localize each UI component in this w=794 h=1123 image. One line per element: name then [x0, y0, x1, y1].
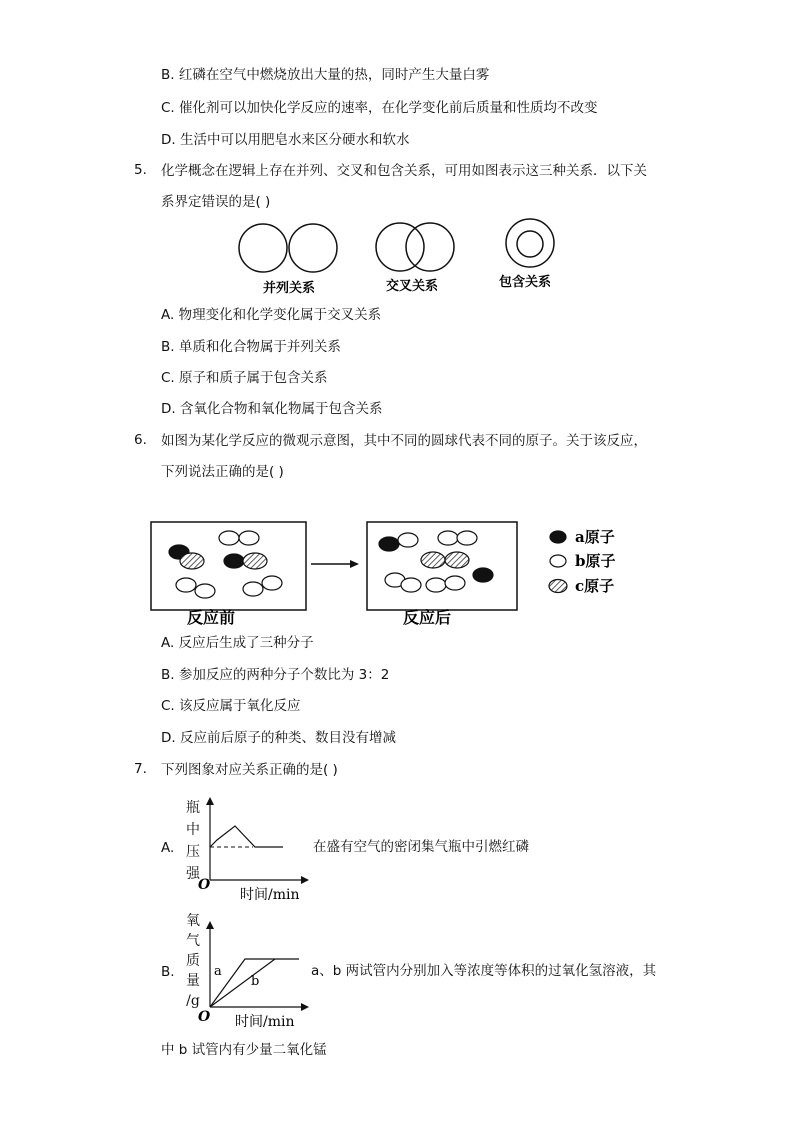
- q5-stem-line1: 化学概念在逻辑上存在并列、交叉和包含关系，可用如图表示这三种关系．以下关: [161, 163, 647, 179]
- q7-option-a-letter: A.: [161, 840, 175, 856]
- legend-b-label: b原子: [575, 552, 616, 570]
- legend-c-atom: [549, 580, 567, 593]
- contain-circle-outer: [506, 219, 554, 267]
- cross-circle-right: [406, 223, 454, 271]
- q7a-origin: O: [198, 877, 211, 893]
- cross-circle-left: [376, 223, 424, 271]
- q7b-origin: O: [198, 1009, 211, 1025]
- q5-number: 5.: [134, 162, 147, 178]
- q7b-curve-a-label: a: [214, 964, 222, 979]
- label-contain: 包含关系: [499, 275, 552, 290]
- q4-option-d: D. 生活中可以用肥皂水来区分硬水和软水: [161, 132, 410, 148]
- q6-stem-line2: 下列说法正确的是( ): [161, 464, 284, 480]
- q5-stem-line2: 系界定错误的是( ): [161, 194, 271, 210]
- q7-option-b-desc-line1: a、b 两试管内分别加入等浓度等体积的过氧化氢溶液，其: [311, 963, 657, 979]
- q4-option-b: B. 红磷在空气中燃烧放出大量的热，同时产生大量白雾: [161, 67, 490, 83]
- after-label: 反应后: [403, 608, 452, 627]
- parallel-circle-right: [289, 224, 337, 272]
- q7b-curve-b-label: b: [251, 974, 260, 989]
- q7-option-b-desc-line2: 中 b 试管内有少量二氧化锰: [161, 1042, 327, 1058]
- q7-stem: 下列图象对应关系正确的是( ): [161, 762, 338, 778]
- q7-option-a-desc: 在盛有空气的密闭集气瓶中引燃红磷: [313, 839, 529, 855]
- before-label: 反应前: [187, 608, 236, 627]
- q7b-ylabel: 氧 气 质 量 /g: [186, 913, 200, 1009]
- q6-option-c: C. 该反应属于氧化反应: [161, 698, 301, 714]
- q6-reaction-diagram: [145, 515, 655, 630]
- q4-option-c: C. 催化剂可以加快化学反应的速率，在化学变化前后质量和性质均不改变: [161, 100, 598, 116]
- contain-circle-inner: [517, 231, 543, 257]
- q6-option-a: A. 反应后生成了三种分子: [161, 635, 314, 651]
- q7a-xlabel: 时间/min: [240, 887, 300, 903]
- label-parallel: 并列关系: [263, 281, 316, 296]
- q7b-xlabel: 时间/min: [235, 1014, 295, 1030]
- q5-option-d: D. 含氧化合物和氧化物属于包含关系: [161, 401, 383, 417]
- q6-number: 6.: [134, 432, 147, 448]
- legend-b-atom: [550, 555, 566, 567]
- q6-option-b: B. 参加反应的两种分子个数比为 3：2: [161, 667, 390, 683]
- q7-option-b-letter: B.: [161, 964, 175, 980]
- q7-number: 7.: [134, 761, 147, 777]
- legend-a-label: a原子: [575, 528, 615, 546]
- q7a-ylabel: 瓶 中 压 强: [186, 800, 200, 882]
- q7b-oxygen-graph: [195, 917, 315, 1032]
- q5-option-c: C. 原子和质子属于包含关系: [161, 370, 328, 386]
- q6-stem-line1: 如图为某化学反应的微观示意图，其中不同的圆球代表不同的原子。关于该反应，: [161, 433, 647, 449]
- q7a-pressure-graph: [195, 795, 315, 905]
- q6-option-d: D. 反应前后原子的种类、数目没有增减: [161, 730, 396, 746]
- legend-a-atom: [550, 531, 566, 543]
- q5-relation-diagram: [230, 218, 570, 298]
- q5-option-b: B. 单质和化合物属于并列关系: [161, 339, 341, 355]
- parallel-circle-left: [239, 224, 287, 272]
- q7a-pressure-curve: [210, 826, 283, 847]
- label-cross: 交叉关系: [386, 279, 439, 294]
- q5-option-a: A. 物理变化和化学变化属于交叉关系: [161, 307, 382, 323]
- legend-c-label: c原子: [575, 577, 615, 595]
